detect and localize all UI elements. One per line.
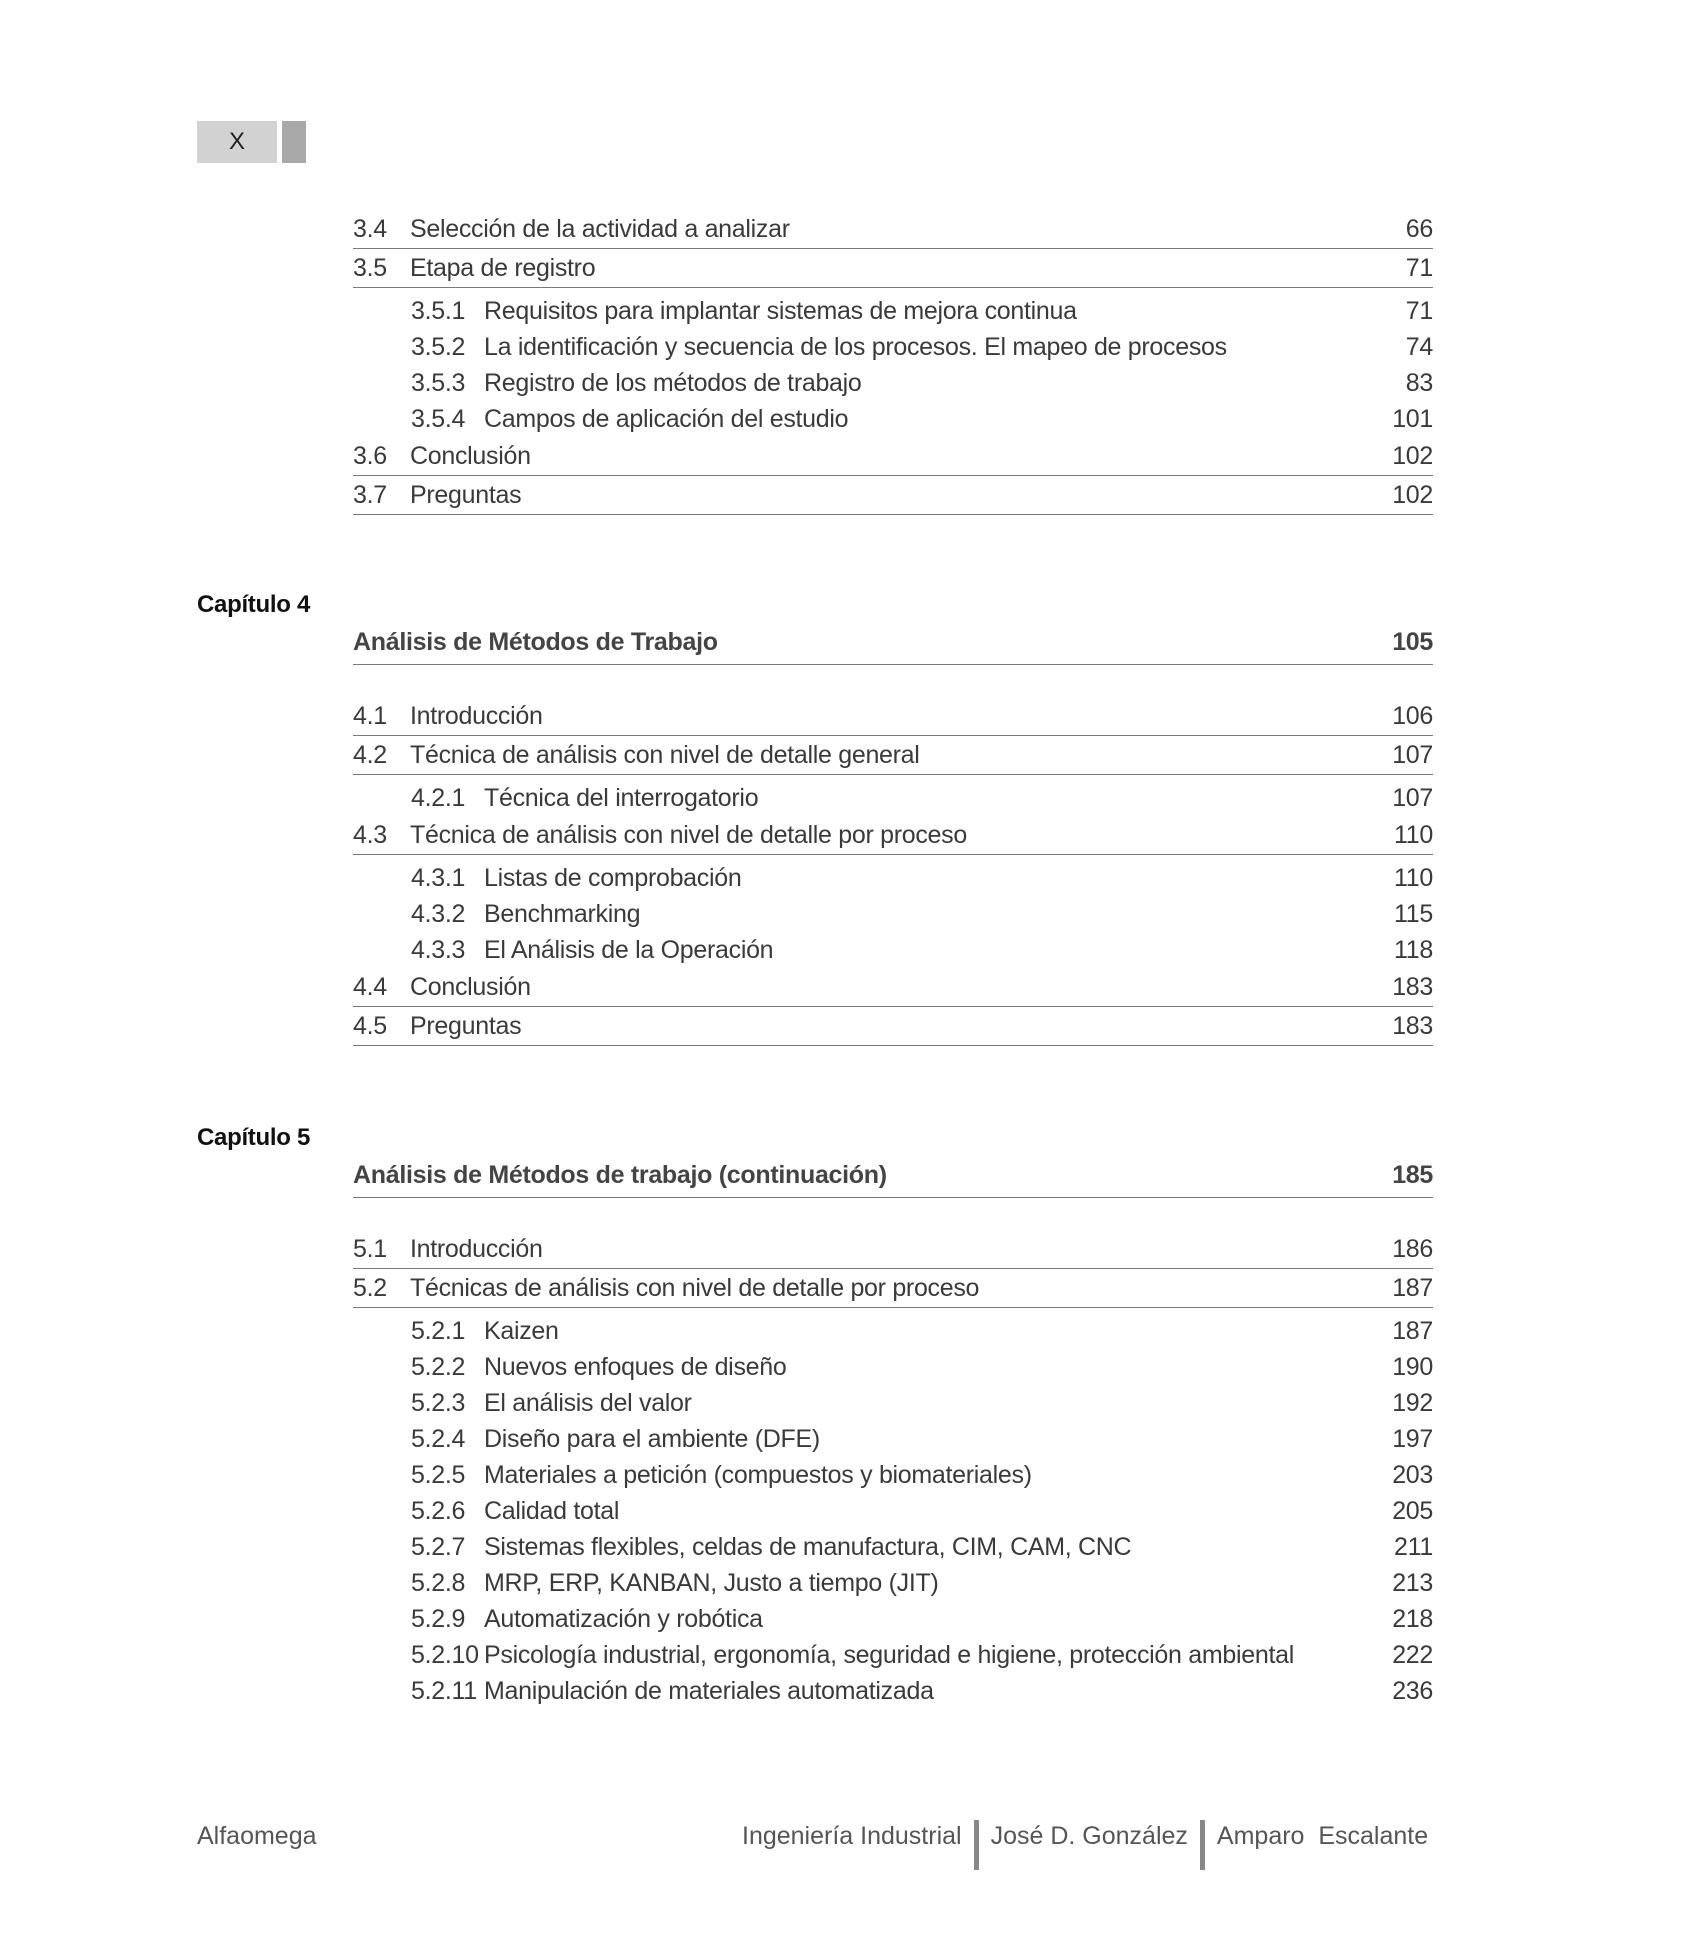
- footer-separator: [1200, 1820, 1205, 1870]
- toc-chapter-4: [353, 697, 1433, 1046]
- toc-subentry[interactable]: 4.3.3 El Análisis de la Operación 118: [411, 936, 1433, 964]
- toc-subentry[interactable]: 4.2.1 Técnica del interrogatorio 107: [411, 784, 1433, 812]
- toc-entry[interactable]: 4.1 Introducción 106: [353, 697, 1433, 736]
- chapter-title-text: Análisis de Métodos de trabajo (continuación): [353, 1161, 887, 1189]
- toc-subentry[interactable]: 3.5.1 Requisitos para implantar sistemas de mejora continua 71: [411, 297, 1433, 325]
- toc-subentry[interactable]: 5.2.1 Kaizen 187: [411, 1317, 1433, 1345]
- toc-subentry[interactable]: 5.2.8 MRP, ERP, KANBAN, Justo a tiempo (JIT) 213: [411, 1569, 1433, 1597]
- toc-entry[interactable]: 3.4 Selección de la actividad a analizar 66: [353, 210, 1433, 249]
- toc-subentry[interactable]: 4.3.2 Benchmarking 115: [411, 900, 1433, 928]
- toc-subentry[interactable]: 3.5.4 Campos de aplicación del estudio 101: [411, 405, 1433, 433]
- toc-subentry[interactable]: 3.5.3 Registro de los métodos de trabajo 83: [411, 369, 1433, 397]
- chapter-label: Capítulo 5: [197, 1124, 311, 1151]
- page-number: X: [197, 121, 277, 163]
- toc-entry[interactable]: 5.1 Introducción 186: [353, 1230, 1433, 1269]
- footer-author: Amparo Escalante: [1216, 1822, 1429, 1850]
- toc-entry[interactable]: 4.3 Técnica de análisis con nivel de detalle por proceso 110: [353, 816, 1433, 855]
- toc-subentry[interactable]: 5.2.6 Calidad total 205: [411, 1497, 1433, 1525]
- toc-subentry[interactable]: 5.2.4 Diseño para el ambiente (DFE) 197: [411, 1425, 1433, 1453]
- chapter-page: 185: [1392, 1161, 1433, 1189]
- footer-credits: [742, 1816, 1428, 1872]
- toc-entry[interactable]: 4.4 Conclusión 183: [353, 968, 1433, 1007]
- footer-publisher: Alfaomega: [197, 1822, 317, 1850]
- toc-subentry[interactable]: 5.2.3 El análisis del valor 192: [411, 1389, 1433, 1417]
- toc-entry[interactable]: 4.2 Técnica de análisis con nivel de detalle general 107: [353, 736, 1433, 775]
- chapter-title-text: Análisis de Métodos de Trabajo: [353, 628, 718, 656]
- footer-separator: [974, 1820, 979, 1870]
- toc-chapter-3-continued: [353, 210, 1433, 515]
- toc-subentry[interactable]: 5.2.2 Nuevos enfoques de diseño 190: [411, 1353, 1433, 1381]
- page-marker: [197, 121, 306, 163]
- chapter-label: Capítulo 4: [197, 591, 311, 618]
- toc-entry[interactable]: 3.5 Etapa de registro 71: [353, 249, 1433, 288]
- footer-author: José D. González: [990, 1822, 1188, 1850]
- page-marker-tab: [282, 121, 306, 163]
- footer-book-title: Ingeniería Industrial: [742, 1822, 962, 1850]
- toc-subentry[interactable]: 5.2.7 Sistemas flexibles, celdas de manufactura, CIM, CAM, CNC 211: [411, 1533, 1433, 1561]
- toc-entry[interactable]: 4.5 Preguntas 183: [353, 1007, 1433, 1046]
- chapter-page: 105: [1392, 628, 1433, 656]
- toc-subentry[interactable]: 4.3.1 Listas de comprobación 110: [411, 864, 1433, 892]
- toc-subentry[interactable]: 5.2.11 Manipulación de materiales automatizada 236: [411, 1677, 1433, 1705]
- toc-subentry[interactable]: 5.2.9 Automatización y robótica 218: [411, 1605, 1433, 1633]
- chapter-title[interactable]: [353, 1153, 1433, 1198]
- toc-entry[interactable]: 5.2 Técnicas de análisis con nivel de detalle por proceso 187: [353, 1269, 1433, 1308]
- toc-entry[interactable]: 3.7 Preguntas 102: [353, 476, 1433, 515]
- toc-subentry[interactable]: 5.2.5 Materiales a petición (compuestos y biomateriales) 203: [411, 1461, 1433, 1489]
- toc-entry[interactable]: 3.6 Conclusión 102: [353, 437, 1433, 476]
- toc-chapter-5: [353, 1230, 1433, 1709]
- chapter-title[interactable]: [353, 620, 1433, 665]
- toc-subentry[interactable]: 5.2.10 Psicología industrial, ergonomía, seguridad e higiene, protección ambiental 222: [411, 1641, 1433, 1669]
- toc-subentry[interactable]: 3.5.2 La identificación y secuencia de los procesos. El mapeo de procesos 74: [411, 333, 1433, 361]
